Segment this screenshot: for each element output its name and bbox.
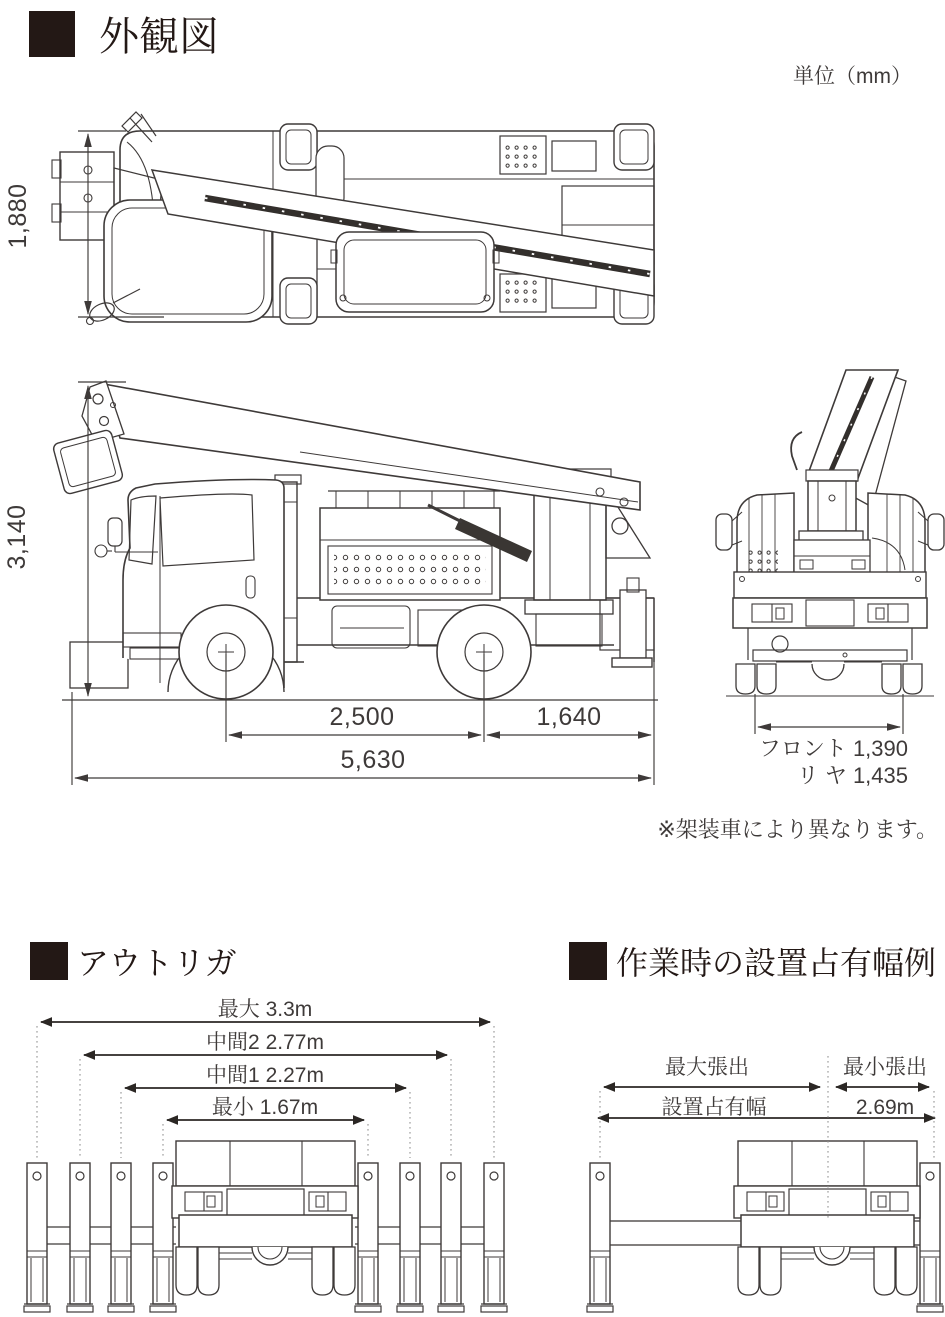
dim-rear-overhang: 1,640: [536, 702, 602, 731]
side-view-drawing: [52, 381, 658, 700]
top-view-drawing: [52, 112, 654, 325]
outrigger-diagram: [24, 1141, 507, 1312]
section-marker-icon: [569, 942, 607, 980]
occupancy-width-value: 2.69m: [855, 1095, 915, 1119]
section-title-exterior-label: 外観図: [99, 15, 219, 59]
occupancy-max-extension-label: 最大張出: [665, 1055, 749, 1079]
outrigger-dim-max: 最大 3.3m: [217, 997, 313, 1021]
section-marker-icon: [30, 942, 68, 980]
section-title-exterior: [29, 5, 219, 62]
dim-rear-tread: リ ヤ 1,435: [796, 763, 908, 788]
occupancy-min-extension-label: 最小張出: [843, 1055, 927, 1079]
section-title-outrigger: [30, 938, 237, 984]
section-title-outrigger-label: アウトリガ: [77, 945, 237, 981]
dim-wheelbase: 2,500: [329, 702, 395, 731]
unit-label: 単位（mm）: [793, 65, 912, 88]
dim-front-tread: フロント 1,390: [758, 736, 908, 761]
outrigger-dim-mid2: 中間2 2.77m: [206, 1030, 324, 1054]
dim-top-view-width: 1,880: [3, 183, 32, 249]
occupancy-width-label: 設置占有幅: [661, 1095, 767, 1119]
dim-overall-length: 5,630: [340, 745, 406, 774]
section-title-occupancy: [569, 938, 936, 984]
dim-overall-height: 3,140: [2, 504, 31, 570]
section-title-occupancy-label: 作業時の設置占有幅例: [616, 945, 937, 981]
outrigger-dim-mid1: 中間1 2.27m: [206, 1063, 324, 1087]
rear-view-drawing: [716, 370, 944, 696]
note-varies-by-vehicle: ※架装車により異なります。: [657, 817, 938, 842]
section-marker-icon: [29, 11, 75, 57]
occupancy-diagram: [587, 1141, 943, 1312]
outrigger-dimension-arrows: [41, 1022, 935, 1120]
outrigger-dim-min: 最小 1.67m: [211, 1095, 319, 1119]
